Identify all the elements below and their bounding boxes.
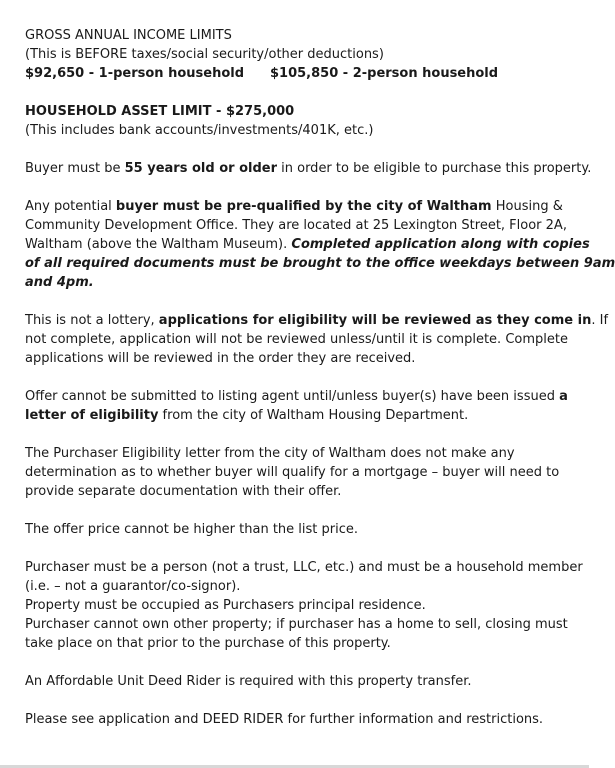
closing-paragraph: Please see application and DEED RIDER for further information and restrictions. xyxy=(25,712,544,727)
review-order-emphasis: applications for eligibility will be reviewed as they come in xyxy=(158,313,592,328)
lottery-paragraph: This is not a lottery, applications for eligibility will be reviewed as they come in. If not complete, application will not be reviewed unless/until it is complete. Complete applications will be reviewed in the order they are received. xyxy=(25,313,609,366)
income-limits-row xyxy=(25,64,575,83)
purchaser-requirements-paragraph: Purchaser must be a person (not a trust, LLC, etc.) and must be a household member (i.e. – not a guarantor/co-signor). Property must be occupied as Purchasers principal residence. Purchaser cannot own other property; if purchaser has a home to sell, closing must take place on that prior to the purchase of this property. xyxy=(25,560,583,651)
letter-of-eligibility-emphasis: letter of eligibility xyxy=(25,408,159,423)
asset-limit-heading: HOUSEHOLD ASSET LIMIT - $275,000 xyxy=(25,104,295,119)
offer-submission-paragraph: Offer cannot be submitted to listing agent until/unless buyer(s) have been issued a letter of eligibility from the city of Waltham Housing Department. xyxy=(25,389,568,423)
prequalification-paragraph: Any potential buyer must be pre-qualified by the city of Waltham Housing & Community Development Office. They are located at 25 Lexington Street, Floor 2A, Waltham (above the Waltham Museum). Completed application along with copies of all required documents must be brought to the office weekdays between 9am and 4pm. xyxy=(25,199,615,290)
document-body xyxy=(25,26,615,729)
income-limits-note: (This is BEFORE taxes/social security/other deductions) xyxy=(25,47,384,62)
age-requirement-paragraph: Buyer must be 55 years old or older in order to be eligible to purchase this property. xyxy=(25,161,592,176)
offer-price-paragraph: The offer price cannot be higher than the list price. xyxy=(25,522,359,537)
income-limits-section xyxy=(25,26,575,83)
application-instructions-emphasis: Completed application along with copies xyxy=(291,237,590,252)
age-requirement-emphasis: 55 years old or older xyxy=(124,161,277,176)
deed-rider-paragraph: An Affordable Unit Deed Rider is required with this property transfer. xyxy=(25,674,472,689)
income-limits-heading: GROSS ANNUAL INCOME LIMITS xyxy=(25,28,232,43)
income-limit-1-person: $92,650 - 1-person household xyxy=(25,66,245,81)
income-limit-2-person: $105,850 - 2-person household xyxy=(270,66,499,81)
eligibility-letter-paragraph: The Purchaser Eligibility letter from the city of Waltham does not make any determination as to whether buyer will qualify for a mortgage – buyer will need to provide separate documentation with their offer. xyxy=(25,446,560,499)
asset-limit-section xyxy=(25,102,575,140)
prequalification-emphasis: buyer must be pre-qualified by the city of Waltham xyxy=(115,199,492,214)
asset-limit-note: (This includes bank accounts/investments/401K, etc.) xyxy=(25,123,374,138)
